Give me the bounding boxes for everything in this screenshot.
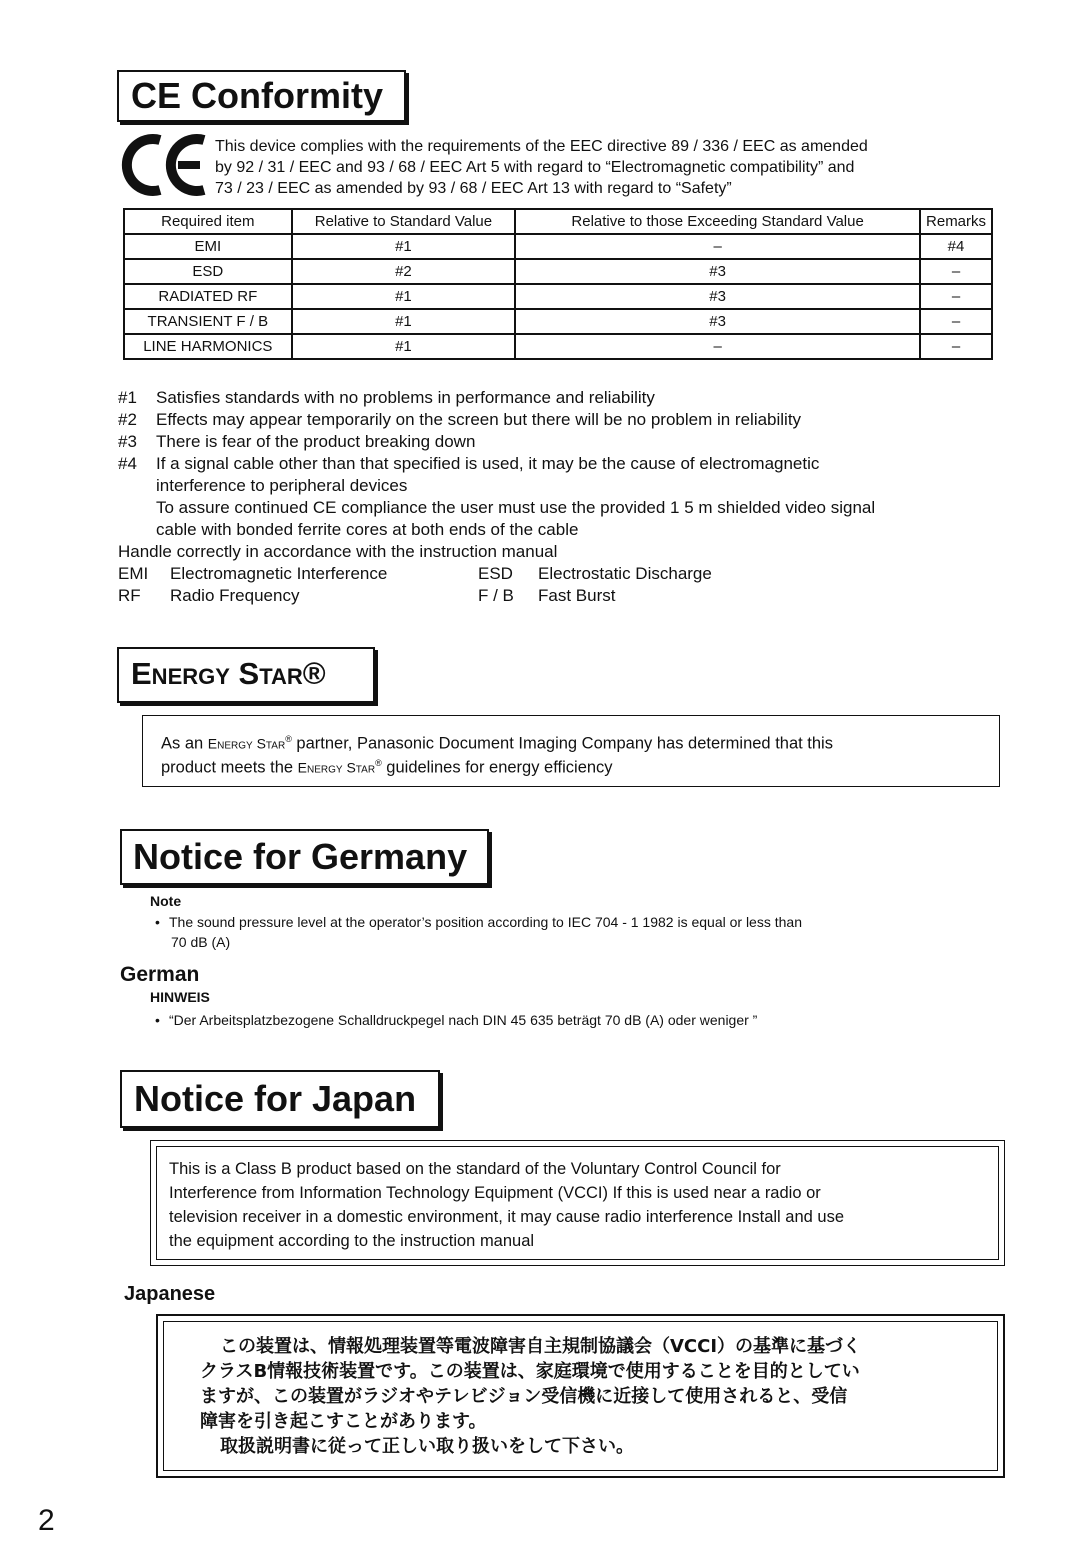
energy-title-box (117, 647, 375, 703)
japanese-box (156, 1314, 1005, 1478)
table-cell: – (920, 334, 992, 359)
energy-text: product meets the (161, 758, 294, 777)
ce-title: CE Conformity (131, 75, 383, 116)
energy-text: partner, Panasonic Document Imaging Company has determined that this (296, 734, 833, 753)
footnote-4-continuation: cable with bonded ferrite cores at both ends of the cable (156, 520, 579, 539)
ce-mark-icon (120, 132, 210, 198)
abbreviation-row (118, 585, 1018, 607)
footnote-mark: #1 (118, 388, 137, 407)
table-cell: #1 (292, 234, 516, 259)
table-row (124, 259, 992, 284)
table-cell: #4 (920, 234, 992, 259)
japan-box-line: the equipment according to the instruction manual (169, 1232, 535, 1250)
table-cell: #3 (515, 284, 920, 309)
table-cell: TRANSIENT F / B (124, 309, 292, 334)
japanese-line: 取扱説明書に従って正しい取り扱いをして下さい。 (220, 1436, 634, 1457)
germany-note-line (155, 912, 995, 932)
abbr: RF (118, 586, 141, 605)
table-cell: #3 (515, 309, 920, 334)
energy-title: Energy Star® (131, 656, 326, 691)
table-cell: – (515, 234, 920, 259)
table-header-cell: Remarks (920, 209, 992, 234)
energy-line-1 (161, 728, 833, 755)
page-number: 2 (38, 1504, 55, 1537)
energy-line-2 (161, 752, 613, 779)
table-header-cell: Relative to Standard Value (292, 209, 516, 234)
japan-title: Notice for Japan (134, 1078, 417, 1119)
table-cell: LINE HARMONICS (124, 334, 292, 359)
germany-title: Notice for Germany (133, 836, 468, 877)
footnote-3 (118, 431, 1018, 453)
abbr-meaning: Fast Burst (538, 586, 616, 605)
japan-box (150, 1140, 1005, 1266)
energy-brand: Energy Star (207, 735, 286, 752)
ce-intro-line: 73 / 23 / EEC as amended by 93 / 68 / EEC Art 13 with regard to “Safety” (215, 180, 732, 197)
table-cell: ESD (124, 259, 292, 284)
ce-intro (215, 136, 995, 199)
note-text: The sound pressure level at the operator’s position according to IEC 704 - 1 1982 is equal or less than (169, 914, 802, 930)
abbr-meaning: Radio Frequency (170, 586, 300, 605)
footnote-4-continuation: To assure continued CE compliance the user must use the provided 1 5 m shielded video signal (156, 498, 876, 517)
abbr: ESD (478, 564, 513, 583)
ce-intro-line: by 92 / 31 / EEC and 93 / 68 / EEC Art 5 with regard to “Electromagnetic compatibility” and (215, 159, 855, 176)
japanese-line: この装置は、情報処理装置等電波障害自主規制協議会（VCCI）の基準に基づく (220, 1336, 862, 1357)
japan-box-line: television receiver in a domestic environment, it may cause radio interference Install and use (169, 1208, 845, 1226)
footnote-2 (118, 409, 1018, 431)
table-cell: #1 (292, 284, 516, 309)
energy-reg: ® (375, 758, 382, 768)
bullet-icon: • (155, 1012, 160, 1028)
japanese-line: ますが、この装置がラジオやテレビジョン受信機に近接して使用されると、受信 (200, 1386, 848, 1407)
table-row (124, 284, 992, 309)
energy-reg: ® (285, 734, 292, 744)
footnote-4-continuation: interference to peripheral devices (156, 476, 408, 495)
table-header-row (124, 209, 992, 234)
footnote-mark: #4 (118, 454, 137, 473)
abbr: F / B (478, 586, 514, 605)
energy-text: guidelines for energy efficiency (386, 758, 613, 777)
ce-footnotes (118, 387, 1018, 607)
table-cell: RADIATED RF (124, 284, 292, 309)
japan-title-box (120, 1070, 440, 1128)
japan-box-line: Interference from Information Technology Equipment (VCCI) If this is used near a radio or (169, 1184, 821, 1202)
table-row (124, 309, 992, 334)
japan-box-text (169, 1157, 844, 1253)
footnote-mark: #2 (118, 410, 137, 429)
hinweis-text: “Der Arbeitsplatzbezogene Schalldruckpegel nach DIN 45 635 beträgt 70 dB (A) oder weniger ” (169, 1012, 758, 1028)
table-cell: #1 (292, 334, 516, 359)
footnote-mark: #3 (118, 432, 137, 451)
footnote-4 (118, 453, 1018, 475)
table-cell: – (920, 284, 992, 309)
abbr-meaning: Electrostatic Discharge (538, 564, 712, 583)
germany-note-label: Note (150, 893, 182, 909)
hinweis-text-line (155, 1010, 757, 1030)
table-cell: #1 (292, 309, 516, 334)
japanese-line: クラスB情報技術装置です。この装置は、家庭環境で使用することを目的としてい (200, 1361, 860, 1382)
table-cell: – (920, 259, 992, 284)
ce-intro-line: This device complies with the requirements of the EEC directive 89 / 336 / EEC as amended (215, 138, 868, 155)
footnote-text: There is fear of the product breaking down (156, 432, 476, 451)
japanese-text (200, 1334, 861, 1459)
germany-note (155, 912, 995, 952)
abbreviation-row (118, 563, 1018, 585)
footnote-text: Satisfies standards with no problems in performance and reliability (156, 388, 655, 407)
energy-brand: Energy Star (297, 759, 376, 776)
abbr: EMI (118, 564, 149, 583)
table-cell: – (515, 334, 920, 359)
german-heading: German (120, 963, 200, 986)
table-cell: EMI (124, 234, 292, 259)
handle-line: Handle correctly in accordance with the instruction manual (118, 542, 558, 561)
table-header-cell: Required item (124, 209, 292, 234)
germany-note-line: 70 dB (A) (171, 934, 231, 950)
abbr-meaning: Electromagnetic Interference (170, 564, 388, 583)
table-row (124, 334, 992, 359)
table-header-cell: Relative to those Exceeding Standard Value (515, 209, 920, 234)
japan-box-line: This is a Class B product based on the standard of the Voluntary Control Council for (169, 1160, 781, 1178)
footnote-text: Effects may appear temporarily on the screen but there will be no problem in reliability (156, 410, 802, 429)
japanese-heading: Japanese (124, 1283, 216, 1305)
germany-title-box (120, 829, 489, 885)
japanese-line: 障害を引き起こすことがあります。 (200, 1411, 487, 1432)
footnote-text: If a signal cable other than that specified is used, it may be the cause of electromagnetic (156, 454, 820, 473)
table-cell: – (920, 309, 992, 334)
bullet-icon: • (155, 914, 160, 930)
ce-compliance-table (123, 208, 993, 360)
hinweis-label: HINWEIS (150, 989, 210, 1005)
energy-box (142, 715, 1000, 787)
ce-title-box (117, 70, 406, 122)
energy-text: As an (161, 734, 204, 753)
table-row (124, 234, 992, 259)
table-cell: #2 (292, 259, 516, 284)
footnote-1 (118, 387, 1018, 409)
table-cell: #3 (515, 259, 920, 284)
